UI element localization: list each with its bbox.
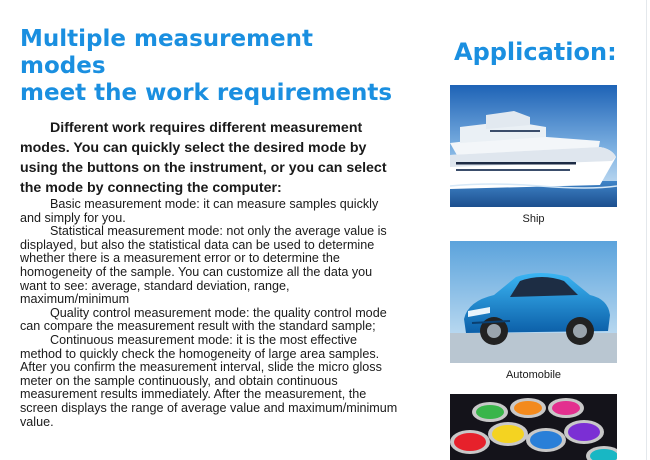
left-column <box>20 26 402 429</box>
application-title: Application: <box>454 38 617 66</box>
application-card-automobile <box>450 241 617 382</box>
page-edge-divider <box>646 0 647 460</box>
car-photo <box>450 241 617 363</box>
caption-automobile: Automobile <box>505 369 562 381</box>
application-card-ship <box>450 85 617 226</box>
mode-quality-control: Quality control measurement mode: the quality control mode can compare the measurement result with the standard sample; <box>20 305 387 334</box>
application-card-paint <box>450 394 617 460</box>
intro-paragraph <box>20 118 402 198</box>
application-column <box>446 36 626 381</box>
paint-cans-photo <box>450 394 617 460</box>
mode-statistical: Statistical measurement mode: not only the average value is displayed, but also the statistical data can be used to determine whether there is a measurement error or to determine the homogeneity of the sample. You can customize all the data you want to see: average, standard deviation, range, maximum/minimum <box>20 224 387 307</box>
mode-list <box>20 198 402 429</box>
caption-ship: Ship <box>522 213 545 225</box>
mode-basic: Basic measurement mode: it can measure samples quickly and simply for you. <box>20 197 379 225</box>
mode-continuous: Continuous measurement mode: it is the most effective method to quickly check the homogeneity of large area samples. After you confirm the measurement interval, slide the micro gloss meter on the sample continuously, and obtain continuous measurement results immediately. After the measurement, the screen displays the range of average value and maximum/minimum value. <box>20 332 398 429</box>
section-heading <box>20 26 402 107</box>
intro-text: Different work requires different measurement modes. You can quickly select the desired mode by using the buttons on the instrument, or you can select the mode by connecting the computer: <box>20 120 387 196</box>
heading-line-1: Multiple measurement modes <box>20 26 314 79</box>
heading-line-2: meet the work requirements <box>20 80 393 106</box>
ship-photo <box>450 85 617 207</box>
